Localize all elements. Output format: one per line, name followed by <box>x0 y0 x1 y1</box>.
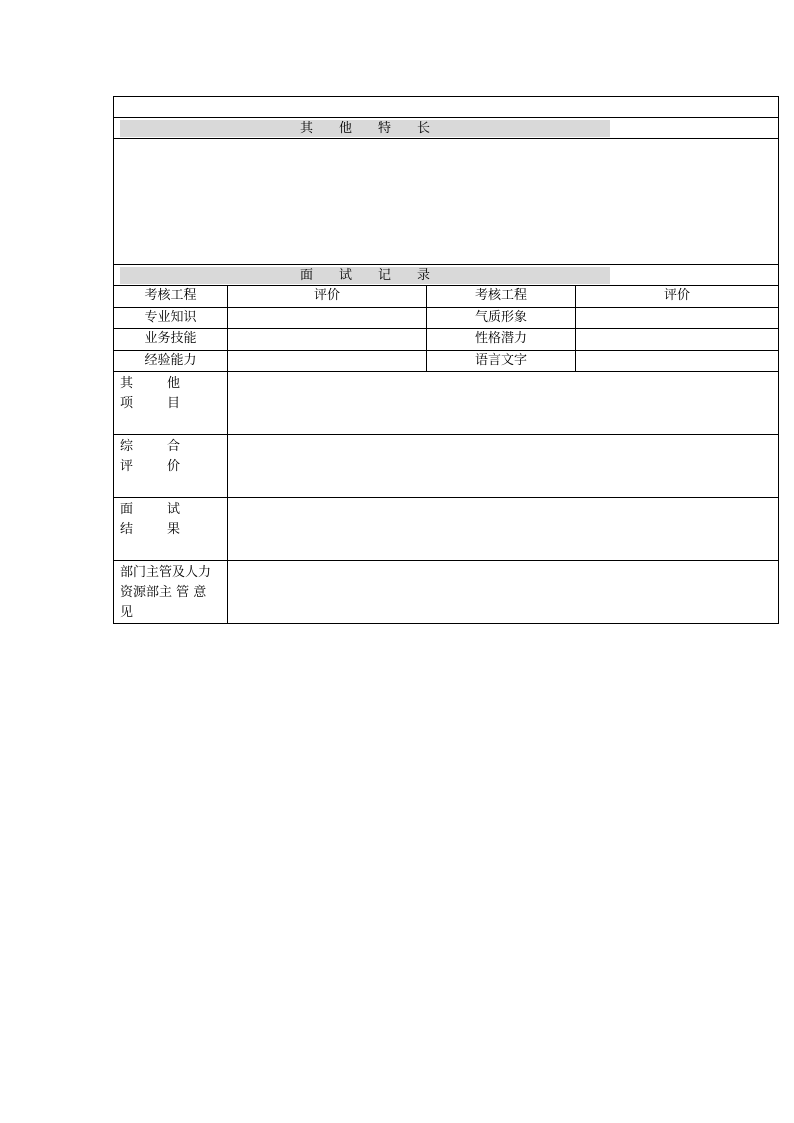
blank-row <box>113 96 779 118</box>
rating-cell[interactable] <box>576 329 778 350</box>
table-row <box>113 329 779 351</box>
rating-cell[interactable] <box>576 308 778 328</box>
interview-record-header <box>113 265 779 286</box>
interview-result-field[interactable] <box>228 498 778 560</box>
manager-opinion-row <box>113 561 779 624</box>
other-items-label: 其 他 项 目 <box>114 372 228 434</box>
overall-evaluation-field[interactable] <box>228 435 778 497</box>
section-title: 面 试 记 录 <box>299 268 431 283</box>
manager-opinion-field[interactable] <box>228 561 778 623</box>
section-title: 其 他 特 长 <box>299 121 431 136</box>
criterion-label: 气质形象 <box>427 308 576 328</box>
table-row <box>113 351 779 372</box>
criterion-label: 专业知识 <box>114 308 228 328</box>
other-skills-field[interactable] <box>113 139 779 265</box>
table-header <box>113 286 779 308</box>
manager-opinion-label: 部门主管及人力 资源部主 管 意 见 <box>114 561 228 623</box>
criterion-label: 经验能力 <box>114 351 228 371</box>
interview-result-row <box>113 498 779 561</box>
rating-cell[interactable] <box>576 351 778 371</box>
section-band <box>120 267 610 284</box>
interview-result-label: 面 试 结 果 <box>114 498 228 560</box>
column-header: 考核工程 <box>427 286 576 307</box>
other-items-row <box>113 372 779 435</box>
overall-evaluation-row <box>113 435 779 498</box>
other-items-field[interactable] <box>228 372 778 434</box>
criterion-label: 语言文字 <box>427 351 576 371</box>
rating-cell[interactable] <box>228 351 427 371</box>
criterion-label: 业务技能 <box>114 329 228 350</box>
column-header: 评价 <box>663 288 690 303</box>
table-row <box>113 308 779 329</box>
rating-cell[interactable] <box>228 329 427 350</box>
section-band <box>120 120 610 137</box>
criterion-label: 性格潜力 <box>427 329 576 350</box>
column-header: 评价 <box>228 286 427 307</box>
other-skills-header <box>113 118 779 139</box>
overall-evaluation-label: 综 合 评 价 <box>114 435 228 497</box>
interview-form <box>113 96 779 624</box>
rating-cell[interactable] <box>228 308 427 328</box>
column-header: 考核工程 <box>114 286 228 307</box>
